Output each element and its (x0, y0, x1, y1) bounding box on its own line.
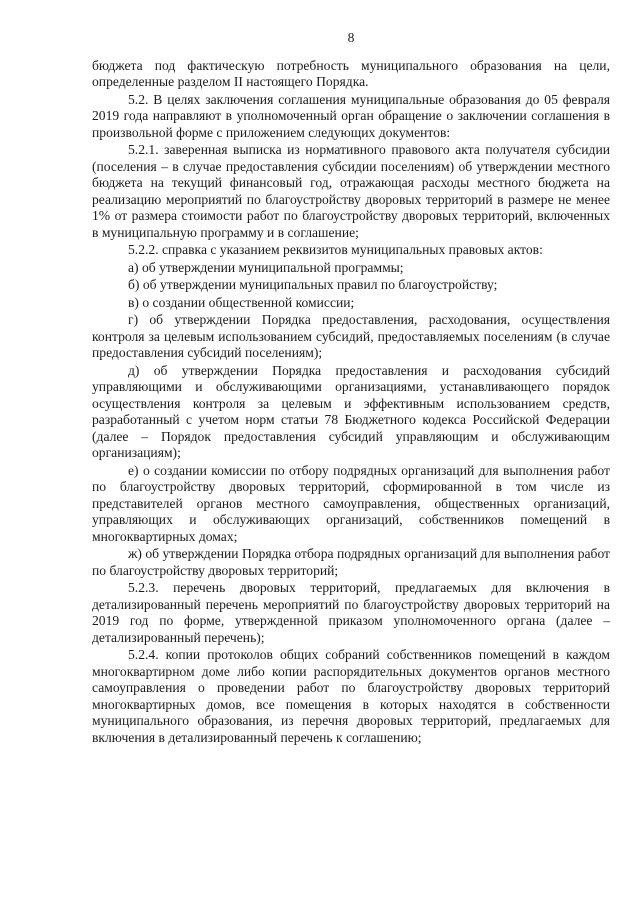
page-number: 8 (347, 30, 355, 45)
list-item-v: в) о создании общественной комиссии; (128, 294, 355, 310)
paragraph-5-2-2: 5.2.2. справка с указанием реквизитов муниципальных правовых актов: (128, 242, 543, 257)
paragraph-5-2-1: 5.2.1. заверенная выписка из нормативного правового акта получателя субсидии (поселения – в случае предоставления субсидии поселениям) об утверждении местного бюджета на текущий финансовый год, отражающая расходы местного бюджета на реализацию мероприятий по благоустройству дворовых территорий в размере не менее 1% от размера стоимости работ по благоустройству дворовых территорий, включенных в муниципальную программу и в соглашение; (92, 142, 610, 240)
paragraph-5-2-4: 5.2.4. копии протоколов общих собраний собственников помещений в каждом многоквартирном доме либо копии распорядительных документов органов местного самоуправления о проведении работ по благоустройству дворовых территорий многоквартирных домов, все помещения в которых находятся в собственности муниципального образования, из перечня дворовых территорий, предлагаемых для включения в детализированный перечень к соглашению; (92, 647, 610, 745)
list-item-d: д) об утверждении Порядка предоставления и расходования субсидий управляющими и обслуживающими организациями, устанавливающего порядок осуществления контроля за целевым и эффективным использованием средств, разработанный с учетом норм статьи 78 Бюджетного кодекса Российской Федерации (далее – Порядок предоставления субсидий управляющим и обслуживающим организациям); (92, 362, 610, 460)
list-item-g: г) об утверждении Порядка предоставления, расходования, осуществления контроля за целевым использованием субсидий, предоставляемых поселениям (в случае предоставления субсидий поселениям); (92, 312, 610, 360)
list-item-b: б) об утверждении муниципальных правил по благоустройству; (128, 277, 498, 292)
list-item-zh: ж) об утверждении Порядка отбора подрядных организаций для выполнения работ по благоустройству дворовых территорий; (92, 546, 610, 578)
paragraph-5-2-3: 5.2.3. перечень дворовых территорий, предлагаемых для включения в детализированный перечень мероприятий по благоустройству дворовых территорий на 2019 год по форме, утвержденной приказом уполномоченного органа (далее – детализированный перечень); (92, 580, 610, 645)
list-item-a: а) об утверждении муниципальной программы; (128, 259, 404, 275)
paragraph-continuation: бюджета под фактическую потребность муниципального образования на цели, определенные разделом II настоящего Порядка. (92, 57, 610, 89)
document-page (92, 30, 610, 746)
list-item-e: е) о создании комиссии по отбору подрядных организаций для выполнения работ по благоустройству дворовых территорий, сформированной в том числе из представителей органов местного самоуправления, общественных организаций, управляющих и обслуживающих организаций, собственников помещений в многоквартирных домах; (92, 462, 610, 544)
paragraph-5-2: 5.2. В целях заключения соглашения муниципальные образования до 05 февраля 2019 года направляют в уполномоченный орган обращение о заключении соглашения в произвольной форме с приложением следующих документов: (92, 91, 610, 140)
